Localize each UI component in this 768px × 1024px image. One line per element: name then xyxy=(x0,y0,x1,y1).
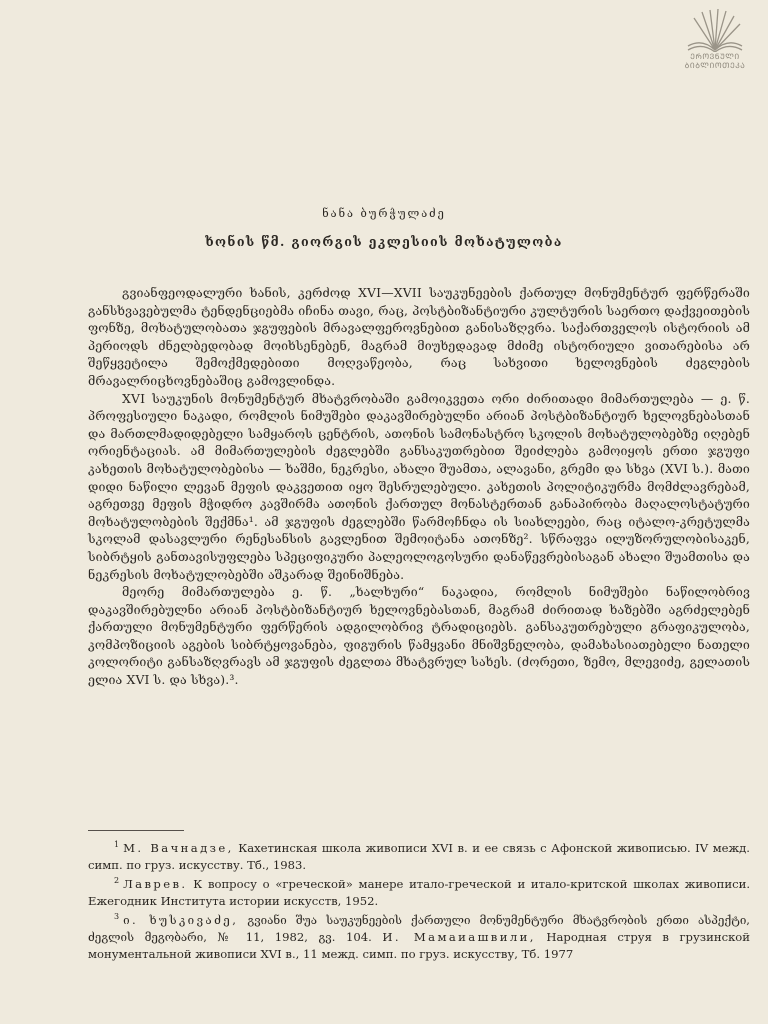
footnote xyxy=(88,840,750,874)
article-author: ნანა ბურჭულაძე xyxy=(322,207,446,220)
footnote-text: Кахетинская школа живописи XVI в. и ее связь с Афонской живописью. IV межд. симп. по груз. искусству. Тб., 1983. xyxy=(88,841,750,872)
footnote xyxy=(88,876,750,910)
footnote-divider xyxy=(88,830,184,831)
logo-line-1: ᲔᲠᲝᲕᲜᲣᲚᲘ xyxy=(690,52,740,61)
footnotes xyxy=(88,840,750,965)
footnote-author: Лаврев. xyxy=(123,877,188,891)
footnote-number: 2 xyxy=(114,876,120,886)
footnote-author: И. Мамаиашвили, xyxy=(382,930,536,944)
logo-line-2: ᲑᲘᲑᲚᲘᲝᲗᲔᲙᲐ xyxy=(684,61,746,70)
library-logo xyxy=(667,6,763,86)
footnote-author: М. Вачнадзе, xyxy=(123,841,234,855)
article-body xyxy=(88,284,750,689)
article-title: ხონის წმ. გიორგის ეკლესიის მოხატულობა xyxy=(205,234,563,249)
paragraph: გვიანფეოდალური ხანის, კერძოდ XVI—XVII საუკუნეების ქართულ მონუმენტურ ფერწერაში განსხვავებულმა ტენდენციებმა იჩინა თავი, რაც, პოსტბიზანტიური კულტურის საერთო დაქვეითების ფონზე, მოხატულობათა ჯგუფების მრავალფეროვნებით განისაზღვრა. საქართველოს ისტორიის ამ პერიოდს ძნელბედობად მოიხსენებენ, მაგრამ მიუხედავად მძიმე ისტორიული ვითარებისა არ შეწყვეტილა შემოქმედებითი მოღვაწეობა, რაც სახვითი ხელოვნების ძეგლების მრავალრიცხოვნებაშიც გამოვლინდა. xyxy=(88,285,750,388)
footnote xyxy=(88,912,750,963)
book-rays-icon xyxy=(680,6,750,52)
paragraph: მეორე მიმართულება ე. წ. „ხალხური“ ნაკადია, რომლის ნიმუშები ნაწილობრივ დაკავშირებულნი არიან პოსტბიზანტიურ ხელოვნებასთან, მაგრამ ძირითად ხაზებში აგრძელებენ ქართული მონუმენტური ფერწერის ადგილობრივ ტრადიციებს. განსაკუთრებული გრაფიკულობა, კომპოზიციის აგების სიბრტყოვანება, ფიგურის წამყვანი მნიშვნელობა, დამახასიათებელი ნათელი კოლორიტი განსაზღვრავს ამ ჯგუფის ძეგლთა მხატვრულ სახეს. (ძორეთი, ზემო, მლევიძე, გელათის ელია XVI ს. და სხვა).³. xyxy=(88,584,750,688)
footnote-text: К вопросу о «греческой» манере итало-греческой и итало-критской школах живописи. Ежегодник Института истории искусств, 1952. xyxy=(88,877,751,908)
paragraph: XVI საუკუნის მონუმენტურ მხატვრობაში გამოიკვეთა ორი ძირითადი მიმართულება — ე. წ. პროფესიული ნაკადი, რომლის ნიმუშები დაკავშირებულნი არიან პოსტბიზანტიურ ხელოვნებასთან და მართლმადიდებელი სამყაროს ცენტრის, ათონის სამონასტრო სკოლის მოხატულობებზე იღებენ ორიენტაციას. ამ მიმართულების ძეგლებში განსაკუთრებით შეიძლება გამოიყოს ერთი ჯგუფი კახეთის მოხატულობებისა — ხაშმი, ნეკრესი, ახალი შუამთა, ალავანი, გრემი და სხვა (XVI ს.). მათი დიდი ნაწილი ლევან მეფის დაკვეთით იყო შესრულებული. კახეთის პოლიტიკურმა მომძლავრებამ, აგრეთვე მეფის მჭიდრო კავშირმა ათონის ქართულ მონასტერთან განაპირობა მაღალოსტატური მოხატულობების შექმნა¹. ამ ჯგუფის ძეგლებში წარმოჩნდა ის სიახლეები, რაც იტალო-კრეტულმა სკოლამ დასავლური რენესანსის გავლენით შემოიტანა ათონზე². სწრაფვა ილუზორულობისაკენ, სიბრტყის განთავისუფლება სპეციფიკური პალეოლოგოსური დანაწევრებისაგან ახალი შუამთისა და ნეკრესის მოხატულობებში აშკარად შეინიშნება. xyxy=(88,390,750,582)
footnote-number: 1 xyxy=(114,840,120,850)
footnote-number: 3 xyxy=(114,912,120,922)
footnote-text: გვიანი შუა საუკუნეების ქართული მონუმენტური მხატვრობის ერთი ასპექტი, ძეგლის მეგობარი, № 11, 1982, გვ. 104. xyxy=(88,913,750,944)
footnote-text: Народная струя в грузинской монументальной живописи XVI в., 11 межд. симп. по груз. искусству, Тб. 1977 xyxy=(88,930,751,961)
footnote-author: ი. ხუსკივაძე, xyxy=(123,913,239,927)
